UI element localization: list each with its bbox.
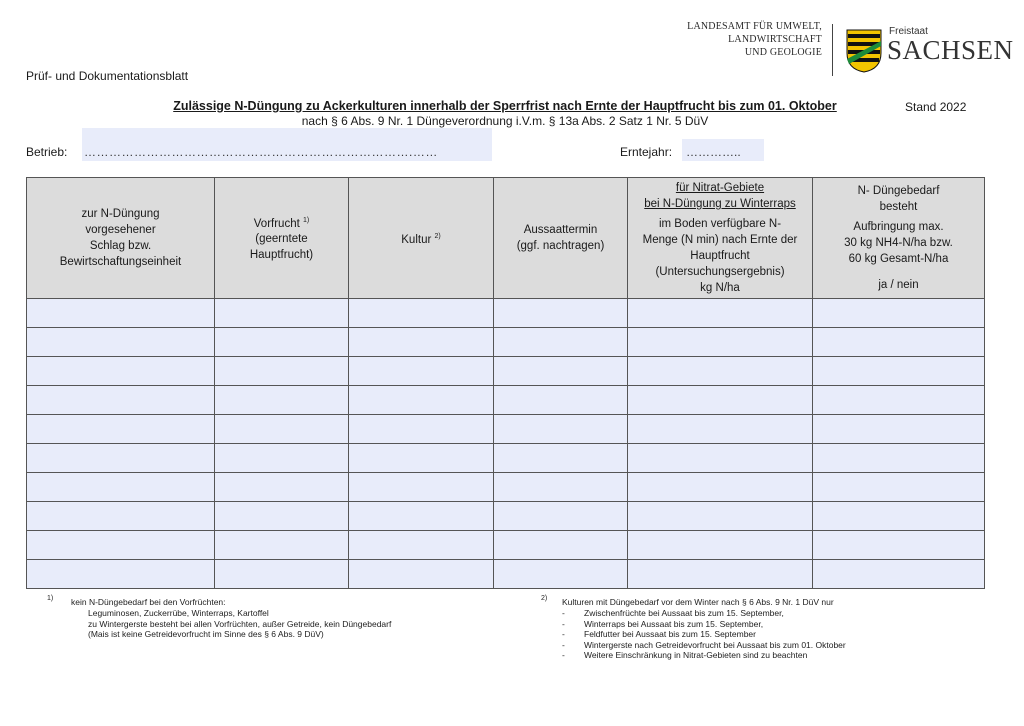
- cell-input-nmin[interactable]: [628, 357, 813, 386]
- cell-input-aussaattermin[interactable]: [494, 328, 628, 357]
- erntejahr-label: Erntejahr:: [620, 145, 673, 159]
- logo-freistaat: Freistaat: [889, 26, 928, 37]
- legal-reference: nach § 6 Abs. 9 Nr. 1 Düngeverordnung i.V.m. § 13a Abs. 2 Satz 1 Nr. 5 DüV: [301, 114, 709, 128]
- cell-input-vorfrucht[interactable]: [215, 386, 349, 415]
- cell-input-schlag[interactable]: [27, 473, 215, 502]
- footnote-1-text: kein N-Düngebedarf bei den Vorfrüchten:: [71, 597, 226, 607]
- cell-input-nmin[interactable]: [628, 415, 813, 444]
- table-row: [27, 444, 985, 473]
- cell-input-kultur[interactable]: [349, 444, 494, 473]
- footnote-2-mark: 2): [541, 595, 548, 602]
- footnote-2-item: - Weitere Einschränkung in Nitrat-Gebieten sind zu beachten: [562, 650, 808, 660]
- cell-input-vorfrucht[interactable]: [215, 299, 349, 328]
- cell-input-schlag[interactable]: [27, 444, 215, 473]
- cell-input-kultur[interactable]: [349, 386, 494, 415]
- cell-input-schlag[interactable]: [27, 502, 215, 531]
- cell-input-kultur[interactable]: [349, 502, 494, 531]
- cell-input-aussaattermin[interactable]: [494, 386, 628, 415]
- cell-input-kultur[interactable]: [349, 328, 494, 357]
- cell-input-vorfrucht[interactable]: [215, 357, 349, 386]
- betrieb-label: Betrieb:: [26, 145, 68, 159]
- footnote-1-mark: 1): [47, 595, 54, 602]
- table-row: [27, 473, 985, 502]
- cell-input-vorfrucht[interactable]: [215, 415, 349, 444]
- cell-input-nmin[interactable]: [628, 473, 813, 502]
- footnote-2-item: - Wintergerste nach Getreidevorfrucht bei Aussaat bis zum 01. Oktober: [562, 639, 846, 650]
- cell-input-schlag[interactable]: [27, 328, 215, 357]
- footnote-2-item: - Zwischenfrüchte bei Aussaat bis zum 15. September,: [562, 608, 784, 618]
- cell-input-schlag[interactable]: [27, 415, 215, 444]
- cell-input-vorfrucht[interactable]: [215, 444, 349, 473]
- cell-input-kultur[interactable]: [349, 560, 494, 589]
- cell-input-aussaattermin[interactable]: [494, 299, 628, 328]
- cell-input-schlag[interactable]: [27, 357, 215, 386]
- cell-input-duengebedarf[interactable]: [813, 502, 985, 531]
- authority-line-2: LANDWIRTSCHAFT: [728, 34, 822, 45]
- footnote-2-text: Kulturen mit Düngebedarf vor dem Winter nach § 6 Abs. 9 Nr. 1 DüV nur: [562, 597, 834, 607]
- cell-input-nmin[interactable]: [628, 328, 813, 357]
- cell-input-aussaattermin[interactable]: [494, 357, 628, 386]
- cell-input-aussaattermin[interactable]: [494, 560, 628, 589]
- authority-name: [640, 20, 822, 59]
- cell-input-schlag[interactable]: [27, 531, 215, 560]
- cell-input-vorfrucht[interactable]: [215, 560, 349, 589]
- table-row: [27, 386, 985, 415]
- cell-input-duengebedarf[interactable]: [813, 357, 985, 386]
- cell-input-aussaattermin[interactable]: [494, 473, 628, 502]
- column-header-schlag: zur N-Düngung vorgesehener Schlag bzw. Bewirtschaftungseinheit: [27, 178, 215, 299]
- cell-input-schlag[interactable]: [27, 299, 215, 328]
- table-row: [27, 299, 985, 328]
- form-heading: Zulässige N-Düngung zu Ackerkulturen innerhalb der Sperrfrist nach Ernte der Hauptfrucht bis zum 01. Oktober: [173, 99, 837, 113]
- table-body: [27, 299, 985, 589]
- cell-input-aussaattermin[interactable]: [494, 531, 628, 560]
- cell-input-kultur[interactable]: [349, 415, 494, 444]
- authority-line-3: UND GEOLOGIE: [744, 47, 822, 58]
- logo-divider: [832, 24, 833, 76]
- column-header-vorfrucht: Vorfrucht $^{1)}$ (geerntete Hauptfrucht): [215, 178, 349, 299]
- cell-input-nmin[interactable]: [628, 386, 813, 415]
- cell-input-nmin[interactable]: [628, 502, 813, 531]
- footnote-1-lines: [88, 608, 391, 640]
- table-header-row: [27, 178, 985, 299]
- table-row: [27, 560, 985, 589]
- cell-input-duengebedarf[interactable]: [813, 415, 985, 444]
- column-header-kultur: Kultur $^{2)}$: [349, 178, 494, 299]
- cell-input-nmin[interactable]: [628, 299, 813, 328]
- logo-sachsen: SACHSEN: [887, 35, 1014, 65]
- cell-input-nmin[interactable]: [628, 560, 813, 589]
- cell-input-vorfrucht[interactable]: [215, 531, 349, 560]
- cell-input-nmin[interactable]: [628, 531, 813, 560]
- cell-input-aussaattermin[interactable]: [494, 415, 628, 444]
- cell-input-duengebedarf[interactable]: [813, 473, 985, 502]
- cell-input-duengebedarf[interactable]: [813, 299, 985, 328]
- footnote-2-list: [562, 608, 846, 661]
- table-row: [27, 415, 985, 444]
- cell-input-vorfrucht[interactable]: [215, 473, 349, 502]
- betrieb-dotted-line: …………………………………………………………………….……: [84, 145, 438, 159]
- cell-input-aussaattermin[interactable]: [494, 444, 628, 473]
- saxony-coat-of-arms-icon: [846, 29, 882, 73]
- cell-input-nmin[interactable]: [628, 444, 813, 473]
- cell-input-duengebedarf[interactable]: [813, 560, 985, 589]
- cell-input-schlag[interactable]: [27, 560, 215, 589]
- cell-input-duengebedarf[interactable]: [813, 386, 985, 415]
- cell-input-aussaattermin[interactable]: [494, 502, 628, 531]
- cell-input-vorfrucht[interactable]: [215, 328, 349, 357]
- cell-input-duengebedarf[interactable]: [813, 444, 985, 473]
- footnote-2-item: - Winterraps bei Aussaat bis zum 15. September,: [562, 618, 764, 629]
- footnote-1-line: (Mais ist keine Getreidevorfrucht im Sinne des § 6 Abs. 9 DüV): [88, 629, 324, 639]
- column-header-duengebedarf: N- Düngebedarf besteht Aufbringung max. 30 kg NH4-N/ha bzw. 60 kg Gesamt-N/ha ja / nein: [813, 178, 985, 299]
- table-row: [27, 328, 985, 357]
- table-row: [27, 531, 985, 560]
- authority-line-1: LANDESAMT FÜR UMWELT,: [687, 21, 822, 32]
- erntejahr-dotted-line: …………..: [686, 145, 741, 159]
- table-row: [27, 357, 985, 386]
- cell-input-kultur[interactable]: [349, 357, 494, 386]
- table-row: [27, 502, 985, 531]
- cell-input-vorfrucht[interactable]: [215, 502, 349, 531]
- column-header-nmin: für Nitrat-Gebiete bei N-Düngung zu Winterraps im Boden verfügbare N- Menge (N min) nach Ernte der Hauptfrucht (Untersuchungsergebnis) kg N/ha: [628, 178, 813, 299]
- document-title: Prüf- und Dokumentationsblatt: [26, 69, 189, 83]
- cell-input-schlag[interactable]: [27, 386, 215, 415]
- cell-input-kultur[interactable]: [349, 299, 494, 328]
- footnote-1-line: Leguminosen, Zuckerrübe, Winterraps, Kartoffel: [88, 608, 269, 618]
- cell-input-duengebedarf[interactable]: [813, 328, 985, 357]
- documentation-table: [26, 177, 985, 589]
- column-header-aussaattermin: Aussaattermin (ggf. nachtragen): [494, 178, 628, 299]
- cell-input-kultur[interactable]: [349, 473, 494, 502]
- footnote-2-item: - Feldfutter bei Aussaat bis zum 15. September: [562, 629, 756, 639]
- footnote-1-line: zu Wintergerste besteht bei allen Vorfrüchten, außer Getreide, kein Düngebedarf: [88, 618, 392, 629]
- cell-input-kultur[interactable]: [349, 531, 494, 560]
- cell-input-duengebedarf[interactable]: [813, 531, 985, 560]
- version-stand: Stand 2022: [905, 100, 967, 114]
